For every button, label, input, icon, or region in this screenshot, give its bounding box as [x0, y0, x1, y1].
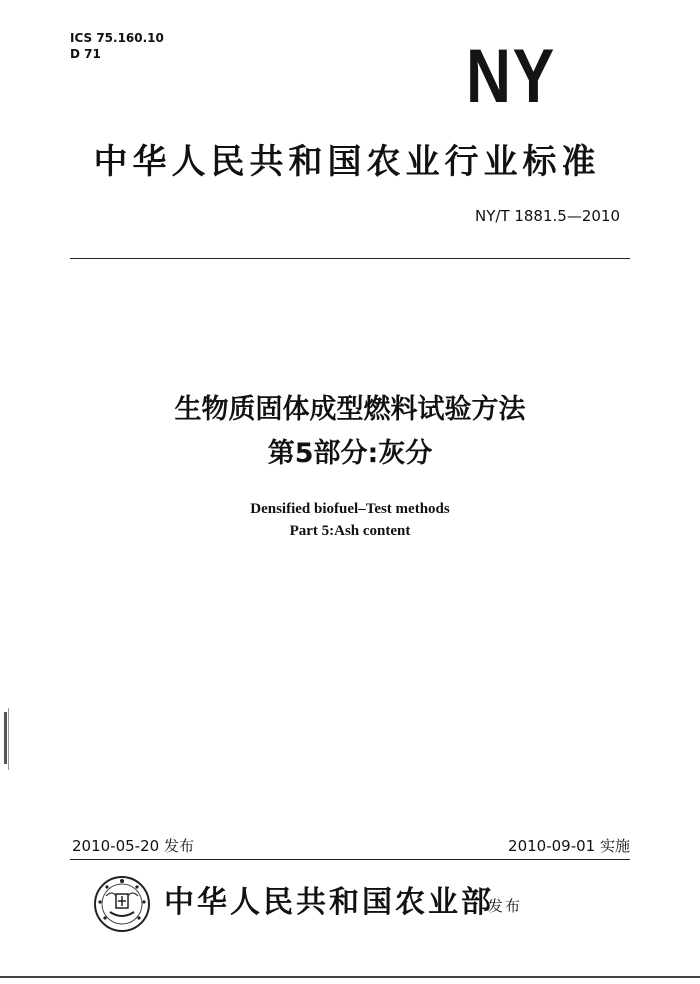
ny-logo: NY: [466, 34, 556, 119]
header-divider: [70, 258, 630, 259]
implementation-date: 2010-09-01 实施: [508, 837, 630, 855]
publish-label: 发布: [488, 897, 523, 915]
ics-code: ICS 75.160.10: [70, 31, 164, 45]
scan-bottom-edge: [0, 976, 700, 978]
scan-artifact: [8, 708, 9, 770]
clc-code: D 71: [70, 47, 101, 61]
issuing-ministry: 中华人民共和国农业部: [164, 885, 494, 920]
scan-artifact: [4, 712, 7, 764]
standard-category-title: 中华人民共和国农业行业标准: [93, 142, 601, 182]
ministry-seal-icon: [92, 874, 152, 934]
title-chinese-line1: 生物质固体成型燃料试验方法: [174, 394, 526, 425]
title-english-line1: Densified biofuel–Test methods: [250, 501, 450, 517]
issue-date: 2010-05-20 发布: [72, 837, 194, 855]
title-chinese-line2: 第5部分:灰分: [267, 438, 433, 469]
standard-number: NY/T 1881.5—2010: [474, 207, 620, 225]
title-english-line2: Part 5:Ash content: [289, 523, 411, 539]
footer-divider: [70, 859, 630, 860]
